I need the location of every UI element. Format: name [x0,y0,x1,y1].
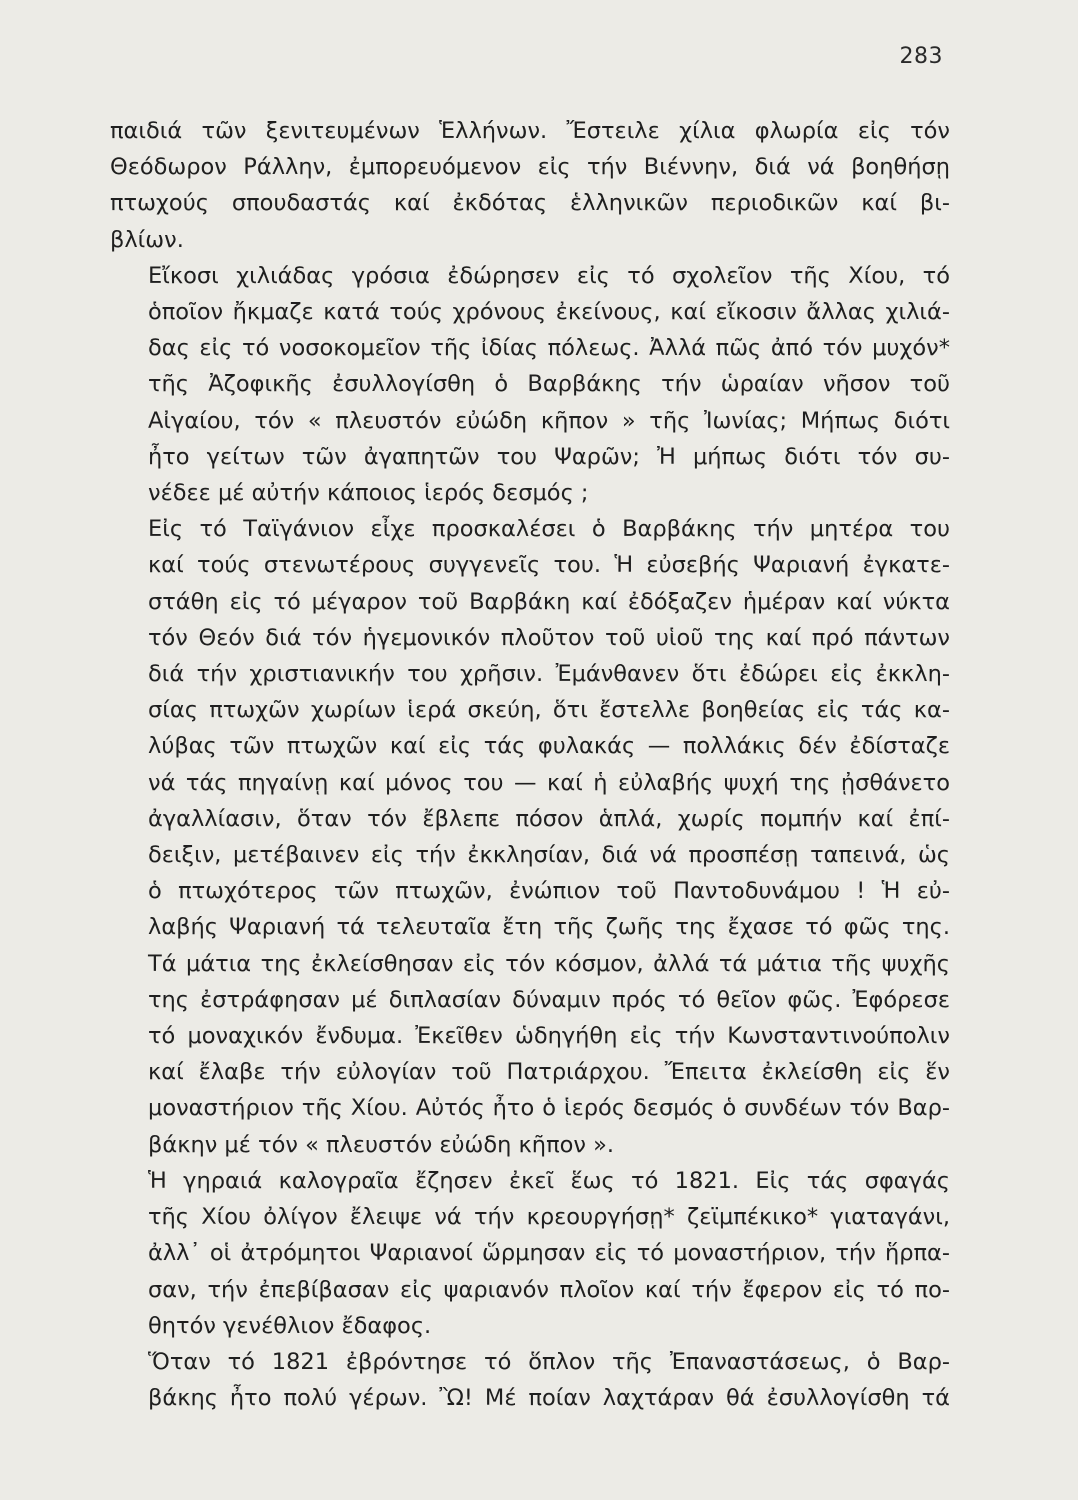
body-text [110,113,950,1416]
text-line: ἦτο γείτων τῶν ἀγαπητῶν του Ψαρῶν; Ἠ μήπως διότι τόν συ- [148,443,950,470]
text-line: δας εἰς τό νοσοκομεῖον τῆς ἰδίας πόλεως. Ἀλλά πῶς ἀπό τόν μυχόν* [148,335,950,362]
text-line: της ἐστράφησαν μέ διπλασίαν δύναμιν πρός τό θεῖον φῶς. Ἐφόρεσε [148,986,950,1013]
text-line: τόν Θεόν διά τόν ἡγεμονικόν πλοῦτον τοῦ υἱοῦ της καί πρό πάντων [148,624,950,651]
text-line: θητόν γενέθλιον ἔδαφος. [148,1312,432,1339]
text-line: στάθη εἰς τό μέγαρον τοῦ Βαρβάκη καί ἐδόξαζεν ἡμέραν καί νύκτα [148,588,950,615]
text-line: λαβής Ψαριανή τά τελευταῖα ἔτη τῆς ζωῆς της ἔχασε τό φῶς της. [148,914,950,941]
text-line: Αἰγαίου, τόν « πλευστόν εὐώδη κῆπον » τῆς Ἰωνίας; Μήπως διότι [148,407,950,434]
text-line: διά τήν χριστιανικήν του χρῆσιν. Ἐμάνθανεν ὅτι ἐδώρει εἰς ἐκκλη- [148,661,950,688]
paragraph [110,1163,950,1344]
text-line: μοναστήριον τῆς Χίου. Αὐτός ἦτο ὁ ἱερός δεσμός ὁ συνδέων τόν Βαρ- [148,1095,950,1122]
paragraph [110,511,950,1163]
page-number: 283 [899,44,943,69]
text-line: τῆς Χίου ὀλίγον ἔλειψε νά τήν κρεουργήσῃ* ζεϊμπέκικο* γιαταγάνι, [148,1204,950,1231]
text-line: ἀγαλλίασιν, ὅταν τόν ἔβλεπε πόσον ἁπλά, χωρίς πομπήν καί ἐπί- [148,805,950,832]
text-line: Εἴκοσι χιλιάδας γρόσια ἐδώρησεν εἰς τό σχολεῖον τῆς Χίου, τό [148,262,950,289]
text-line: καί τούς στενωτέρους συγγενεῖς του. Ἡ εὐσεβής Ψαριανή ἐγκατε- [148,552,950,579]
text-line: ἀλλ᾽ οἱ ἀτρόμητοι Ψαριανοί ὥρμησαν εἰς τό μοναστήριον, τήν ἥρπα- [148,1240,950,1267]
text-line: Ὅταν τό 1821 ἐβρόντησε τό ὅπλον τῆς Ἐπαναστάσεως, ὁ Βαρ- [148,1348,950,1375]
text-line: ὁ πτωχότερος τῶν πτωχῶν, ἐνώπιον τοῦ Παντοδυνάμου ! Ἡ εὐ- [148,878,950,905]
paragraph [110,113,950,258]
text-line: σίας πτωχῶν χωρίων ἱερά σκεύη, ὅτι ἔστελλε βοηθείας εἰς τάς κα- [148,697,950,724]
text-line: βλίων. [110,226,184,253]
text-line: νέδεε μέ αὐτήν κάποιος ἱερός δεσμός ; [148,480,589,507]
text-line: παιδιά τῶν ξενιτευμένων Ἑλλήνων. Ἔστειλε χίλια φλωρία εἰς τόν [110,118,950,144]
text-line: βάκης ἦτο πολύ γέρων. Ὢ! Μέ ποίαν λαχτάραν θά ἐσυλλογίσθη τά [148,1385,950,1412]
paragraph [110,258,950,511]
text-line: λύβας τῶν πτωχῶν καί εἰς τάς φυλακάς — πολλάκις δέν ἐδίσταζε [148,733,950,760]
text-line: τό μοναχικόν ἔνδυμα. Ἐκεῖθεν ὡδηγήθη εἰς τήν Κωνσταντινούπολιν [148,1023,950,1050]
text-line: Θεόδωρον Ράλλην, ἐμπορευόμενον εἰς τήν Βιέννην, διά νά βοηθήσῃ [110,154,950,181]
text-line: Τά μάτια της ἐκλείσθησαν εἰς τόν κόσμον, ἀλλά τά μάτια τῆς ψυχῆς [148,950,950,977]
text-line: νά τάς πηγαίνῃ καί μόνος του — καί ἡ εὐλαβής ψυχή της ᾐσθάνετο [148,769,950,796]
text-line: ὁποῖον ἤκμαζε κατά τούς χρόνους ἐκείνους, καί εἴκοσιν ἄλλας χιλιά- [148,299,950,326]
text-line: Ἡ γηραιά καλογραῖα ἔζησεν ἐκεῖ ἕως τό 1821. Εἰς τάς σφαγάς [148,1167,950,1194]
text-line: πτωχούς σπουδαστάς καί ἐκδότας ἑλληνικῶν περιοδικῶν καί βι- [110,190,950,217]
paragraph [110,1344,950,1416]
text-line: Εἰς τό Ταϊγάνιον εἶχε προσκαλέσει ὁ Βαρβάκης τήν μητέρα του [148,516,950,543]
text-line: δειξιν, μετέβαινεν εἰς τήν ἐκκλησίαν, διά νά προσπέσῃ ταπεινά, ὡς [148,842,950,869]
text-line: βάκην μέ τόν « πλευστόν εὐώδη κῆπον ». [148,1131,615,1158]
text-line: σαν, τήν ἐπεβίβασαν εἰς ψαριανόν πλοῖον καί τήν ἔφερον εἰς τό πο- [148,1276,950,1303]
text-line: τῆς Ἀζοφικῆς ἐσυλλογίσθη ὁ Βαρβάκης τήν ὡραίαν νῆσον τοῦ [148,371,950,398]
text-line: καί ἔλαβε τήν εὐλογίαν τοῦ Πατριάρχου. Ἔπειτα ἐκλείσθη εἰς ἕν [148,1059,950,1086]
